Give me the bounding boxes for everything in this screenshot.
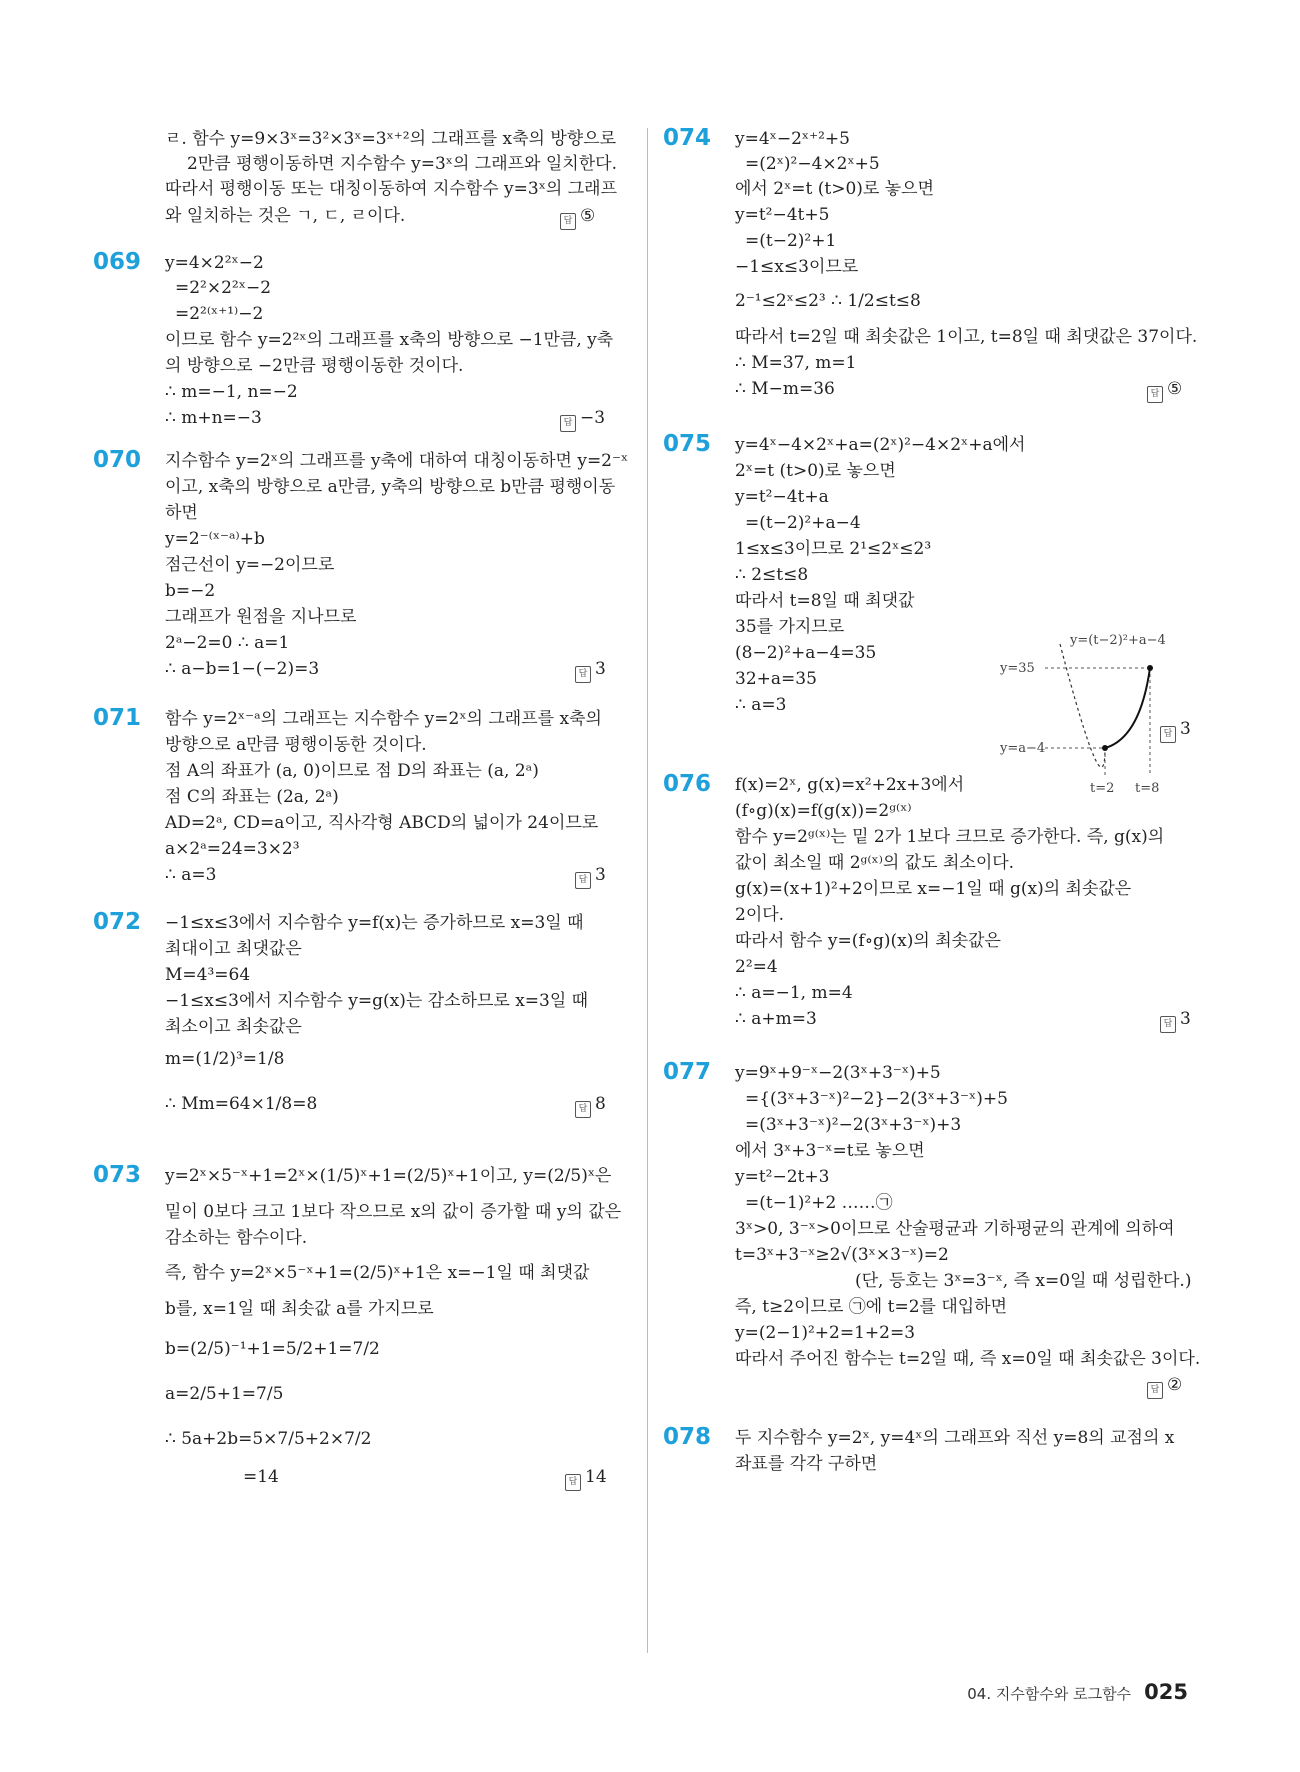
line-078: 좌표를 각각 구하면 <box>735 1454 878 1474</box>
line-076: f(x)=2ˣ, g(x)=x²+2x+3에서 <box>735 775 965 795</box>
line-071: 점 A의 좌표가 (a, 0)이므로 점 D의 좌표는 (a, 2ᵃ) <box>165 761 539 781</box>
line-077: (단, 등호는 3ˣ=3⁻ˣ, 즉 x=0일 때 성립한다.) <box>855 1271 1192 1291</box>
line-075: 따라서 t=8일 때 최댓값 <box>735 591 915 611</box>
line-070: 점근선이 y=−2이므로 <box>165 555 335 575</box>
line-072: 최대이고 최댓값은 <box>165 939 302 959</box>
line-077: 즉, t≥2이므로 ㉠에 t=2를 대입하면 <box>735 1297 1008 1317</box>
line-071: 점 C의 좌표는 (2a, 2ᵃ) <box>165 787 339 807</box>
answer-icon: 답 <box>575 1101 591 1118</box>
line-077: t=3ˣ+3⁻ˣ≥2√(3ˣ×3⁻ˣ)=2 <box>735 1245 949 1265</box>
line-078: 두 지수함수 y=2ˣ, y=4ˣ의 그래프와 직선 y=8의 교점의 x <box>735 1428 1175 1448</box>
line-075: 1≤x≤3이므로 2¹≤2ˣ≤2³ <box>735 539 932 559</box>
line-076: 2이다. <box>735 905 785 925</box>
line-074: 2⁻¹≤2ˣ≤2³ ∴ 1/2≤t≤8 <box>735 291 921 311</box>
line-076: ∴ a=−1, m=4 <box>735 983 853 1003</box>
problem-number-073: 073 <box>93 1162 142 1188</box>
line-077: =(t−1)²+2 ……㉠ <box>745 1193 893 1213</box>
line-075: (8−2)²+a−4=35 <box>735 643 877 663</box>
line-071: a×2ᵃ=24=3×2³ <box>165 839 300 859</box>
line-076: 2²=4 <box>735 957 778 977</box>
line-071: ∴ a=3 <box>165 865 217 885</box>
line-074: =(2ˣ)²−4×2ˣ+5 <box>745 154 880 174</box>
line-074: y=4ˣ−2ˣ⁺²+5 <box>735 129 850 149</box>
curve-solid <box>1105 668 1150 748</box>
min-point <box>1102 745 1108 751</box>
line-073: a=2/5+1=7/5 <box>165 1384 284 1404</box>
cont-line: 따라서 평행이동 또는 대칭이동하여 지수함수 y=3ˣ의 그래프 <box>165 179 617 199</box>
line-072: −1≤x≤3에서 지수함수 y=g(x)는 감소하므로 x=3일 때 <box>165 991 589 1011</box>
max-point <box>1147 665 1153 671</box>
problem-number-074: 074 <box>663 125 712 151</box>
answer-icon: 답 <box>560 415 576 432</box>
line-070: 2ᵃ−2=0 ∴ a=1 <box>165 633 290 653</box>
graph-075 <box>990 626 1190 796</box>
answer-icon: 답 <box>1160 1016 1176 1033</box>
line-074: ∴ M−m=36 <box>735 379 835 399</box>
answer-icon: 답 <box>1147 1382 1163 1399</box>
line-073: 감소하는 함수이다. <box>165 1228 308 1248</box>
line-077: 에서 3ˣ+3⁻ˣ=t로 놓으면 <box>735 1141 925 1161</box>
line-074: −1≤x≤3이므로 <box>735 257 859 277</box>
line-075: 32+a=35 <box>735 669 817 689</box>
answer-075: 답 3 <box>1160 718 1191 743</box>
line-077: y=t²−2t+3 <box>735 1167 830 1187</box>
line-073: 밑이 0보다 크고 1보다 작으므로 x의 값이 증가할 때 y의 값은 <box>165 1202 622 1222</box>
line-076: ∴ a+m=3 <box>735 1009 817 1029</box>
line-076: (f∘g)(x)=f(g(x))=2ᵍ⁽ˣ⁾ <box>735 801 912 821</box>
line-069: 이므로 함수 y=2²ˣ의 그래프를 x축의 방향으로 −1만큼, y축 <box>165 330 614 350</box>
answer-077: 답 ② <box>1147 1374 1182 1399</box>
line-076: 따라서 함수 y=(f∘g)(x)의 최솟값은 <box>735 931 1001 951</box>
answer-071: 답 3 <box>575 864 606 889</box>
line-075: =(t−2)²+a−4 <box>745 513 861 533</box>
line-077: 따라서 주어진 함수는 t=2일 때, 즉 x=0일 때 최솟값은 3이다. <box>735 1349 1201 1369</box>
line-069: y=4×2²ˣ−2 <box>165 253 264 273</box>
problem-number-069: 069 <box>93 249 142 275</box>
ymin-label: y=a−4 <box>1000 741 1046 756</box>
answer-076: 답 3 <box>1160 1008 1191 1033</box>
line-071: 함수 y=2ˣ⁻ᵃ의 그래프는 지수함수 y=2ˣ의 그래프를 x축의 <box>165 709 602 729</box>
problem-number-070: 070 <box>93 447 142 473</box>
line-072: ∴ Mm=64×1/8=8 <box>165 1094 318 1114</box>
answer-073: 답 14 <box>565 1466 607 1491</box>
line-072: M=4³=64 <box>165 965 251 985</box>
line-070: 이고, x축의 방향으로 a만큼, y축의 방향으로 b만큼 평행이동 <box>165 477 616 497</box>
line-074: =(t−2)²+1 <box>745 231 837 251</box>
y35-label: y=35 <box>1000 661 1035 676</box>
answer-icon: 답 <box>1160 726 1176 743</box>
answer-icon: 답 <box>575 666 591 683</box>
line-075: y=4ˣ−4×2ˣ+a=(2ˣ)²−4×2ˣ+a에서 <box>735 435 1026 455</box>
problem-number-075: 075 <box>663 431 712 457</box>
line-074: 따라서 t=2일 때 최솟값은 1이고, t=8일 때 최댓값은 37이다. <box>735 327 1198 347</box>
cont-line: 와 일치하는 것은 ㄱ, ㄷ, ㄹ이다. <box>165 206 406 226</box>
line-073: y=2ˣ×5⁻ˣ+1=2ˣ×(1/5)ˣ+1=(2/5)ˣ+1이고, y=(2/5)ˣ은 <box>165 1166 612 1186</box>
line-073: b를, x=1일 때 최솟값 a를 가지므로 <box>165 1299 434 1319</box>
line-077: 3ˣ>0, 3⁻ˣ>0이므로 산술평균과 기하평균의 관계에 의하여 <box>735 1219 1175 1239</box>
answer-icon: 답 <box>1147 386 1163 403</box>
line-070: ∴ a−b=1−(−2)=3 <box>165 659 320 679</box>
problem-number-078: 078 <box>663 1424 712 1450</box>
line-072: 최소이고 최솟값은 <box>165 1017 302 1037</box>
line-075: 35를 가지므로 <box>735 617 845 637</box>
answer-cont: 답 ⑤ <box>560 205 595 230</box>
line-069: ∴ m+n=−3 <box>165 408 262 428</box>
cont-line: 2만큼 평행이동하면 지수함수 y=3ˣ의 그래프와 일치한다. <box>187 154 617 174</box>
line-074: y=t²−4t+5 <box>735 205 830 225</box>
answer-072: 답 8 <box>575 1093 606 1118</box>
line-077: y=(2−1)²+2=1+2=3 <box>735 1323 916 1343</box>
problem-number-077: 077 <box>663 1059 712 1085</box>
line-075: 2ˣ=t (t>0)로 놓으면 <box>735 461 896 481</box>
line-069: 의 방향으로 −2만큼 평행이동한 것이다. <box>165 356 464 376</box>
line-077: y=9ˣ+9⁻ˣ−2(3ˣ+3⁻ˣ)+5 <box>735 1063 941 1083</box>
answer-069: 답 −3 <box>560 407 605 432</box>
line-071: 방향으로 a만큼 평행이동한 것이다. <box>165 735 427 755</box>
line-075: y=t²−4t+a <box>735 487 829 507</box>
chapter-title: 04. 지수함수와 로그함수 <box>967 1685 1132 1703</box>
line-076: 함수 y=2ᵍ⁽ˣ⁾는 밑 2가 1보다 크므로 증가한다. 즉, g(x)의 <box>735 827 1165 847</box>
line-074: 에서 2ˣ=t (t>0)로 놓으면 <box>735 179 934 199</box>
line-069: ∴ m=−1, n=−2 <box>165 382 298 402</box>
column-divider <box>647 128 648 1653</box>
line-077: ={(3ˣ+3⁻ˣ)²−2}−2(3ˣ+3⁻ˣ)+5 <box>745 1089 1008 1109</box>
line-072: m=(1/2)³=1/8 <box>165 1049 285 1069</box>
t8-label: t=8 <box>1135 781 1160 796</box>
line-070: 지수함수 y=2ˣ의 그래프를 y축에 대하여 대칭이동하면 y=2⁻ˣ <box>165 451 629 471</box>
line-074: ∴ M=37, m=1 <box>735 353 857 373</box>
line-069: =2²⁽ˣ⁺¹⁾−2 <box>175 304 264 324</box>
line-070: b=−2 <box>165 581 216 601</box>
t2-label: t=2 <box>1090 781 1115 796</box>
cont-line: ㄹ. 함수 y=9×3ˣ=3²×3ˣ=3ˣ⁺²의 그래프를 x축의 방향으로 <box>165 129 617 149</box>
line-076: g(x)=(x+1)²+2이므로 x=−1일 때 g(x)의 최솟값은 <box>735 879 1132 899</box>
problem-number-076: 076 <box>663 771 712 797</box>
line-075: ∴ a=3 <box>735 695 787 715</box>
curve-label: y=(t−2)²+a−4 <box>1070 633 1166 648</box>
line-069: =2²×2²ˣ−2 <box>175 278 272 298</box>
answer-icon: 답 <box>575 872 591 889</box>
line-070: 그래프가 원점을 지나므로 <box>165 607 357 627</box>
problem-number-071: 071 <box>93 705 142 731</box>
line-075: ∴ 2≤t≤8 <box>735 565 809 585</box>
answer-070: 답 3 <box>575 658 606 683</box>
line-070: 하면 <box>165 503 198 523</box>
line-073: ∴ 5a+2b=5×7/5+2×7/2 <box>165 1429 372 1449</box>
curve-dashed <box>1060 644 1105 767</box>
line-073: =14 <box>243 1467 279 1487</box>
line-072: −1≤x≤3에서 지수함수 y=f(x)는 증가하므로 x=3일 때 <box>165 913 584 933</box>
line-077: =(3ˣ+3⁻ˣ)²−2(3ˣ+3⁻ˣ)+3 <box>745 1115 962 1135</box>
line-070: y=2⁻⁽ˣ⁻ᵃ⁾+b <box>165 529 265 549</box>
line-076: 값이 최소일 때 2ᵍ⁽ˣ⁾의 값도 최소이다. <box>735 853 1015 873</box>
line-073: b=(2/5)⁻¹+1=5/2+1=7/2 <box>165 1339 380 1359</box>
line-071: AD=2ᵃ, CD=a이고, 직사각형 ABCD의 넓이가 24이므로 <box>165 813 599 833</box>
problem-number-072: 072 <box>93 909 142 935</box>
line-073: 즉, 함수 y=2ˣ×5⁻ˣ+1=(2/5)ˣ+1은 x=−1일 때 최댓값 <box>165 1263 590 1283</box>
answer-074: 답 ⑤ <box>1147 378 1182 403</box>
answer-icon: 답 <box>560 213 576 230</box>
page-number: 025 <box>1144 1680 1188 1704</box>
page-footer <box>967 1680 1188 1704</box>
answer-icon: 답 <box>565 1474 581 1491</box>
